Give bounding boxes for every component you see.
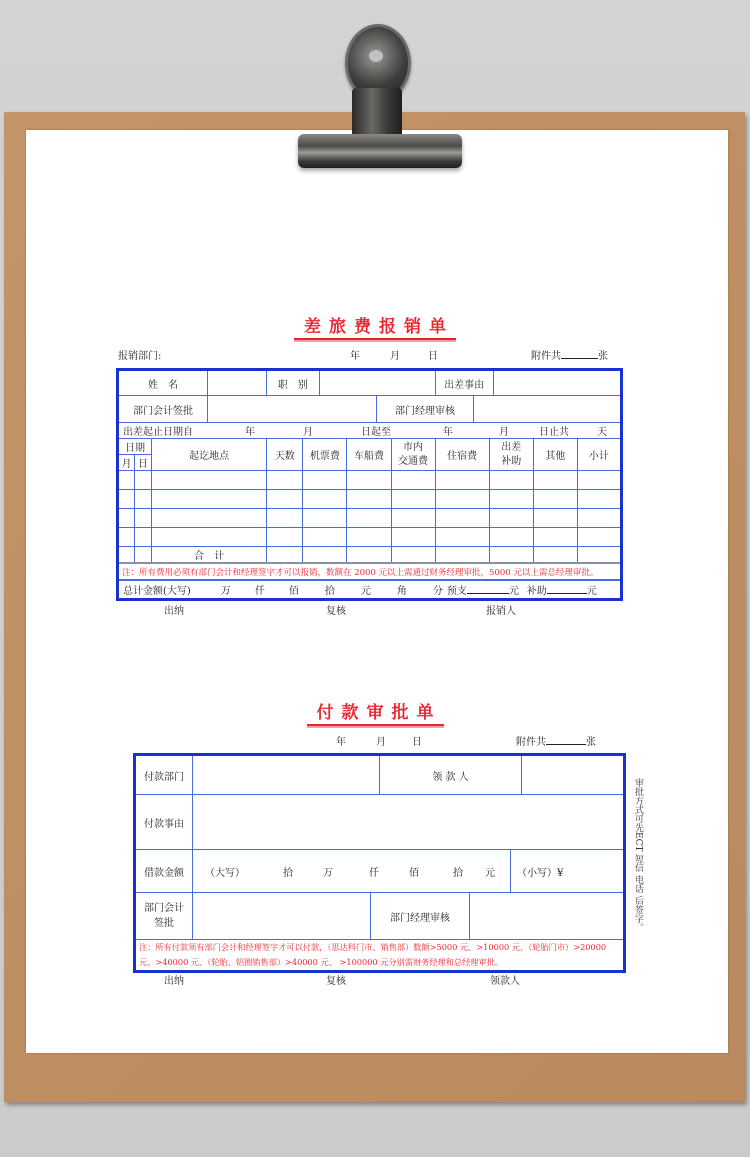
cell[interactable] xyxy=(135,490,152,509)
from-year: 年 xyxy=(245,427,255,438)
cell[interactable] xyxy=(135,528,152,547)
to-year: 年 xyxy=(443,427,453,438)
cell[interactable] xyxy=(347,471,391,490)
cell[interactable] xyxy=(135,547,152,564)
col-city-transport xyxy=(391,439,435,471)
travel-form-title-text: 差旅费报销单 xyxy=(294,317,456,340)
reason-row-cell xyxy=(435,370,621,396)
attachments-suffix: 张 xyxy=(598,351,608,362)
travel-expense-table xyxy=(116,368,623,601)
unit-qian: 仟 xyxy=(254,585,265,597)
dept-manager-label: 部门经理审核 xyxy=(377,396,474,422)
payment-dept-row xyxy=(193,755,625,795)
travel-note: 注：所有费用必须有部门会计和经理签字才可以报销，数额在 2000 元以上需通过财务经理审批，5000 元以上需总经理审批。 xyxy=(118,563,622,580)
approval-method-side-note: 审批方式可先ECT 短信 电话 后签字。 xyxy=(633,778,643,933)
unit-jiao: 角 xyxy=(396,585,407,597)
cell[interactable] xyxy=(489,471,533,490)
cell[interactable] xyxy=(303,490,347,509)
cell[interactable] xyxy=(135,509,152,528)
col-subtotal: 小计 xyxy=(577,439,621,471)
cell[interactable] xyxy=(489,528,533,547)
cell[interactable] xyxy=(489,509,533,528)
cell[interactable] xyxy=(577,509,621,528)
unit-bai: 佰 xyxy=(409,867,419,879)
cell[interactable] xyxy=(152,528,267,547)
cell[interactable] xyxy=(435,490,489,509)
dept-manager-field[interactable] xyxy=(474,396,620,422)
cell[interactable] xyxy=(303,528,347,547)
from-day: 日起至 xyxy=(361,427,391,438)
col-date: 日期 xyxy=(118,439,152,455)
binder-clip-icon xyxy=(290,22,466,172)
cell[interactable] xyxy=(303,509,347,528)
cell[interactable] xyxy=(391,509,435,528)
table-row xyxy=(118,509,622,528)
attachments-count xyxy=(531,347,608,362)
col-city-transport-l2: 交通费 xyxy=(398,455,429,467)
title-row-cell xyxy=(267,370,435,396)
from-month: 月 xyxy=(303,427,313,438)
unit-bai: 佰 xyxy=(288,585,299,597)
date-day: 日 xyxy=(412,737,422,748)
amount-lowercase-field[interactable] xyxy=(511,850,623,892)
loan-amount-row xyxy=(193,850,625,893)
advance-unit: 元 xyxy=(508,585,519,597)
date-month: 月 xyxy=(390,351,400,362)
loan-amount-label: 借款金额 xyxy=(135,850,193,893)
attachments-prefix: 附件共 xyxy=(516,737,546,748)
payment-dept-field[interactable] xyxy=(193,756,380,794)
unit-wan: 万 xyxy=(220,585,231,597)
header-date xyxy=(350,347,438,362)
reviewer-signature-label: 复核 xyxy=(326,606,346,617)
cell[interactable] xyxy=(435,509,489,528)
unit-qian: 仟 xyxy=(369,867,379,879)
cell[interactable] xyxy=(533,509,577,528)
table-row xyxy=(118,528,622,547)
payment-note-line1: 注：所有付款须有部门会计和经理签字才可以付款，（思达科门市、销售部）数额>5000 元、>10000 元、（轮胎门市）>20000 xyxy=(139,942,607,952)
uppercase-label: （大写） xyxy=(205,867,245,879)
cell[interactable] xyxy=(303,471,347,490)
cell[interactable] xyxy=(391,528,435,547)
cell[interactable] xyxy=(267,528,303,547)
to-day: 日止共 xyxy=(539,427,569,438)
title-field[interactable] xyxy=(320,371,435,395)
dept-accounting-l2: 签批 xyxy=(154,918,174,929)
advance-blank[interactable] xyxy=(467,584,509,594)
cell[interactable] xyxy=(347,528,391,547)
cell[interactable] xyxy=(267,471,303,490)
approval-row xyxy=(118,396,622,423)
total-amount-row xyxy=(118,580,622,599)
payment-dept-accounting-label xyxy=(135,893,193,940)
cell[interactable] xyxy=(267,547,303,564)
cell[interactable] xyxy=(347,490,391,509)
col-allowance xyxy=(489,439,533,471)
payment-cashier-label: 出纳 xyxy=(164,976,184,987)
cell[interactable] xyxy=(267,509,303,528)
unit-shi: 拾 xyxy=(453,867,463,879)
cell[interactable] xyxy=(533,528,577,547)
allowance-unit: 元 xyxy=(586,585,597,597)
date-year: 年 xyxy=(336,737,346,748)
payment-reason-label: 付款事由 xyxy=(135,795,193,850)
col-day: 日 xyxy=(135,455,152,471)
cell[interactable] xyxy=(533,471,577,490)
total-row xyxy=(118,547,622,564)
total-amount-label: 总计金额(大写) xyxy=(123,585,191,597)
unit-shi: 拾 xyxy=(324,585,335,597)
cell[interactable] xyxy=(118,490,135,509)
col-vehicle-ship: 车船费 xyxy=(347,439,391,471)
table-row xyxy=(118,490,622,509)
unit-wan: 万 xyxy=(323,867,333,879)
payee-field[interactable] xyxy=(522,756,623,794)
col-allowance-l1: 出差 xyxy=(501,441,522,453)
date-month: 月 xyxy=(376,737,386,748)
cell[interactable] xyxy=(577,471,621,490)
cell[interactable] xyxy=(391,547,435,564)
cell[interactable] xyxy=(267,490,303,509)
cell[interactable] xyxy=(118,471,135,490)
dept-accounting-l1: 部门会计 xyxy=(144,903,184,914)
total-label: 合 计 xyxy=(152,547,267,564)
reimburse-dept-label: 报销部门: xyxy=(118,351,162,362)
attachments-prefix: 附件共 xyxy=(531,351,561,362)
cell[interactable] xyxy=(391,490,435,509)
col-month: 月 xyxy=(118,455,135,471)
date-from-label: 出差起止日期自 xyxy=(123,427,193,438)
cell[interactable] xyxy=(152,471,267,490)
cell[interactable] xyxy=(489,547,533,564)
cell[interactable] xyxy=(435,471,489,490)
payment-form-title-text: 付款审批单 xyxy=(307,703,444,726)
payment-payee-label: 领款人 xyxy=(490,976,520,987)
payment-reason-field[interactable] xyxy=(193,795,625,850)
cell[interactable] xyxy=(391,471,435,490)
payment-note xyxy=(135,940,625,972)
cell[interactable] xyxy=(577,490,621,509)
col-lodging: 住宿费 xyxy=(435,439,489,471)
cell[interactable] xyxy=(435,528,489,547)
col-airfare: 机票费 xyxy=(303,439,347,471)
payment-approval-table xyxy=(133,753,626,973)
attachments-blank[interactable] xyxy=(561,349,598,359)
allowance-blank[interactable] xyxy=(547,584,587,594)
cell[interactable] xyxy=(435,547,489,564)
table-row xyxy=(118,471,622,490)
cell[interactable] xyxy=(303,547,347,564)
date-day: 日 xyxy=(428,351,438,362)
to-month: 月 xyxy=(499,427,509,438)
trip-reason-label: 出差事由 xyxy=(436,371,494,395)
payment-note-line2: 元、>40000 元、（轮胎、铝圈销售部）>40000 元、 >100000 元分别需财务经理和总经理审批。 xyxy=(139,957,504,967)
payee-label: 领 款 人 xyxy=(380,756,522,794)
cell[interactable] xyxy=(118,509,135,528)
dept-accounting-label: 部门会计签批 xyxy=(119,396,208,422)
unit-yuan: 元 xyxy=(485,867,495,879)
cell[interactable] xyxy=(347,547,391,564)
dept-accounting-field[interactable] xyxy=(208,396,377,422)
payment-attachments-count xyxy=(516,733,596,748)
payment-header-date xyxy=(336,733,422,748)
cell[interactable] xyxy=(533,547,577,564)
cell[interactable] xyxy=(152,509,267,528)
col-route: 起讫地点 xyxy=(152,439,267,471)
payment-reviewer-label: 复核 xyxy=(326,976,346,987)
cell[interactable] xyxy=(577,528,621,547)
days-unit: 天 xyxy=(597,427,607,438)
cell[interactable] xyxy=(533,490,577,509)
col-allowance-l2: 补助 xyxy=(501,455,522,467)
name-label: 姓 名 xyxy=(119,371,208,395)
attachments-suffix: 张 xyxy=(586,737,596,748)
allowance-label: 补助 xyxy=(526,585,547,597)
claimant-signature-label: 报销人 xyxy=(486,606,516,617)
attachments-blank[interactable] xyxy=(546,735,586,745)
clip-hole xyxy=(369,50,383,62)
date-year: 年 xyxy=(350,351,360,362)
trip-date-range xyxy=(118,423,622,439)
col-other: 其他 xyxy=(533,439,577,471)
clip-neck xyxy=(352,88,402,140)
travel-form-title xyxy=(0,312,750,337)
unit-shi-wan: 拾 xyxy=(283,867,293,879)
cell[interactable] xyxy=(347,509,391,528)
cell[interactable] xyxy=(118,528,135,547)
lowercase-label: （小写）¥ xyxy=(517,867,564,879)
cell[interactable] xyxy=(135,471,152,490)
unit-yuan: 元 xyxy=(360,585,371,597)
cell[interactable] xyxy=(489,490,533,509)
payment-form-title xyxy=(0,698,750,723)
cashier-signature-label: 出纳 xyxy=(164,606,184,617)
col-city-transport-l1: 市内 xyxy=(403,441,424,453)
cell[interactable] xyxy=(577,547,621,564)
title-label: 职 别 xyxy=(267,371,320,395)
clip-bar xyxy=(298,134,462,168)
trip-reason-field[interactable] xyxy=(494,371,620,395)
amount-uppercase-field[interactable] xyxy=(193,850,511,892)
payment-approval-row xyxy=(193,893,625,940)
cell[interactable] xyxy=(118,547,135,564)
col-days: 天数 xyxy=(267,439,303,471)
payment-dept-accounting-field[interactable] xyxy=(193,893,371,939)
advance-label: 预支 xyxy=(446,585,467,597)
name-row xyxy=(118,370,267,396)
unit-fen: 分 xyxy=(432,585,443,597)
payment-dept-manager-label: 部门经理审核 xyxy=(371,893,470,939)
payment-dept-manager-field[interactable] xyxy=(470,893,623,939)
cell[interactable] xyxy=(152,490,267,509)
payment-dept-label: 付款部门 xyxy=(135,755,193,795)
name-field[interactable] xyxy=(208,371,267,395)
